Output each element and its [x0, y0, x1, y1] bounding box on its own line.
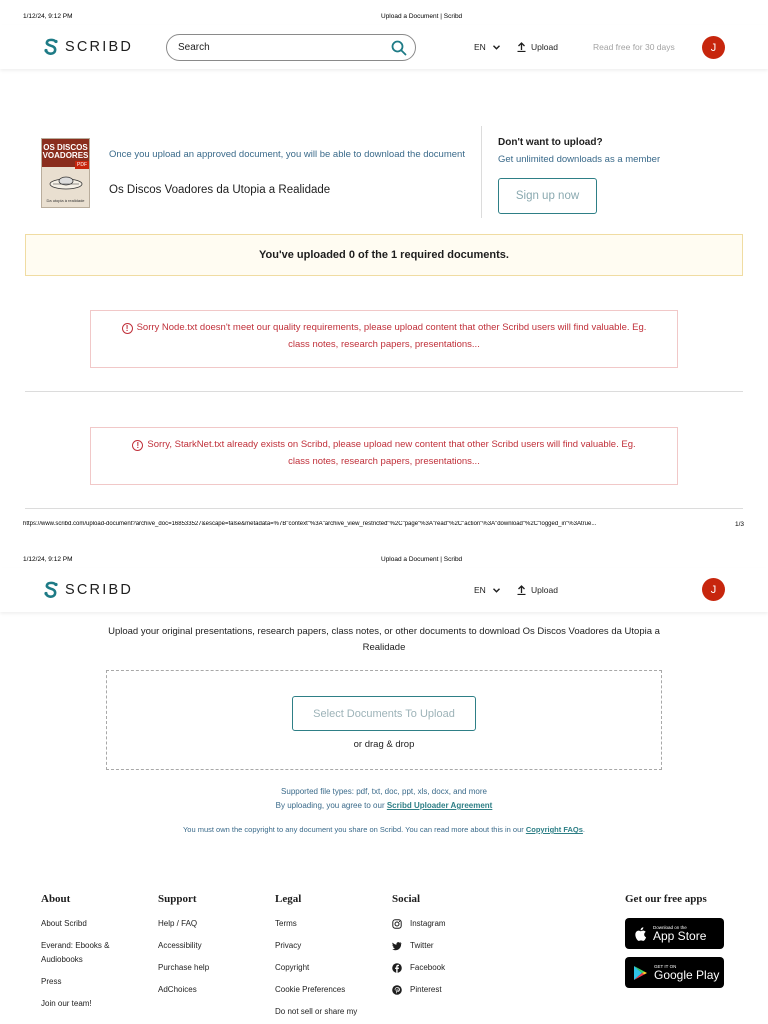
alert-icon: !: [122, 323, 133, 334]
footer-link-adchoices[interactable]: AdChoices: [158, 985, 197, 994]
search-icon[interactable]: [391, 40, 407, 56]
uploader-agreement-line: [100, 801, 668, 810]
twitter-icon: [392, 941, 402, 951]
footer-link-do-not-sell[interactable]: Do not sell or share my: [275, 1007, 358, 1016]
app-store-small-text: Download on the: [653, 924, 687, 930]
copyright-notice: [60, 825, 708, 834]
print-url: https://www.scribd.com/upload-document?archive_doc=168533527&escape=false&metadata=%7B"context"%3A"archive_view_restricted"%2C"page"%3A"read"%2C"action"%3A"download"%2C"logged_in"%3Atrue...: [23, 521, 597, 527]
error-text-2: Sorry, StarkNet.txt already exists on Scribd, please upload new content that other Scribd users will find valuable. Eg. class notes, research papers, presentations...: [147, 439, 636, 467]
footer-link-join-team[interactable]: Join our team!: [41, 999, 92, 1008]
read-free-link[interactable]: Read free for 30 days: [593, 42, 675, 52]
uploader-agreement-link[interactable]: Scribd Uploader Agreement: [386, 801, 493, 810]
google-play-small-text: GET IT ON: [654, 963, 677, 969]
user-avatar[interactable]: J: [702, 36, 725, 59]
promo-text: Get unlimited downloads as a member: [498, 154, 661, 165]
social-link-facebook[interactable]: [392, 961, 446, 974]
app-store-big-text: App Store: [653, 928, 707, 943]
footer-link-help[interactable]: Help / FAQ: [158, 919, 198, 928]
instagram-icon: [392, 919, 402, 929]
upload-label: Upload: [531, 585, 558, 595]
upload-icon: [517, 585, 526, 595]
document-cover: [41, 138, 90, 208]
top-header: [0, 25, 768, 69]
print-page-number: 1/3: [735, 521, 745, 528]
error-message-2: [90, 427, 678, 485]
copyright-suffix: .: [582, 825, 586, 834]
copyright-prefix: You must own the copyright to any document you share on Scribd. You can read more about this in our: [182, 825, 526, 834]
error-text-1: Sorry Node.txt doesn't meet our quality requirements, please upload content that other Scribd users will find valuable. Eg. class notes, research papers, presentations...: [136, 322, 647, 350]
language-label: EN: [474, 585, 486, 595]
user-avatar[interactable]: J: [702, 578, 725, 601]
pinterest-icon: [392, 985, 402, 995]
search-input[interactable]: [178, 42, 378, 53]
footer-support-heading: Support: [158, 893, 197, 905]
footer-link-about-scribd[interactable]: About Scribd: [41, 919, 87, 928]
vertical-divider: [481, 126, 482, 218]
language-selector[interactable]: [474, 585, 500, 595]
footer-legal: [275, 893, 385, 1024]
footer-link-privacy[interactable]: Privacy: [275, 941, 302, 950]
divider: [25, 508, 743, 509]
supported-file-types: Supported file types: pdf, txt, doc, ppt, xls, docx, and more: [281, 787, 487, 796]
logo-text: SCRIBD: [65, 39, 133, 55]
social-label: Pinterest: [410, 985, 442, 994]
promo-heading: Don't want to upload?: [498, 137, 603, 148]
agreement-prefix: By uploading, you agree to our: [275, 801, 387, 810]
footer-link-everand[interactable]: Everand: Ebooks & Audiobooks: [41, 941, 110, 964]
upload-link[interactable]: [517, 42, 558, 52]
language-selector[interactable]: [474, 42, 500, 52]
scribd-logo-icon: [43, 580, 59, 600]
chevron-down-icon: [493, 45, 500, 50]
social-label: Facebook: [410, 963, 446, 972]
flying-saucer-icon: [48, 172, 84, 192]
footer-about-heading: About: [41, 893, 71, 905]
footer-link-press[interactable]: Press: [41, 977, 62, 986]
top-header-repeat: [0, 568, 768, 612]
print-timestamp: 1/12/24, 9:12 PM: [23, 556, 73, 563]
footer-link-copyright[interactable]: Copyright: [275, 963, 310, 972]
divider: [25, 391, 743, 392]
footer-legal-heading: Legal: [275, 893, 302, 905]
print-page-title: Upload a Document | Scribd: [381, 13, 463, 20]
footer-link-terms[interactable]: Terms: [275, 919, 297, 928]
footer-apps: [625, 893, 707, 917]
search-bar[interactable]: [166, 34, 416, 61]
language-label: EN: [474, 42, 486, 52]
google-play-icon: [633, 965, 648, 981]
document-title[interactable]: Os Discos Voadores da Utopia a Realidade: [109, 184, 331, 196]
scribd-logo-icon: [43, 37, 59, 57]
sign-up-button[interactable]: Sign up now: [498, 178, 597, 214]
social-link-instagram[interactable]: [392, 917, 446, 930]
upload-intro: Upload your original presentations, research papers, class notes, or other documents to download Os Discos Voadores da Utopia a Realidade: [108, 626, 660, 653]
copyright-faqs-link[interactable]: Copyright FAQs: [525, 825, 583, 834]
drag-drop-label: or drag & drop: [353, 739, 415, 750]
social-link-twitter[interactable]: [392, 939, 446, 952]
apple-icon: [633, 926, 647, 942]
footer-link-accessibility[interactable]: Accessibility: [158, 941, 202, 950]
logo-text: SCRIBD: [65, 582, 133, 598]
footer-link-purchase-help[interactable]: Purchase help: [158, 963, 210, 972]
social-label: Instagram: [410, 919, 446, 928]
app-store-button[interactable]: [625, 918, 724, 949]
chevron-down-icon: [493, 588, 500, 593]
cover-title: OS DISCOS VOADORES: [42, 139, 89, 167]
upload-label: Upload: [531, 42, 558, 52]
footer-link-cookie-preferences[interactable]: Cookie Preferences: [275, 985, 346, 994]
social-link-pinterest[interactable]: [392, 983, 446, 996]
footer-apps-heading: Get our free apps: [625, 893, 707, 905]
footer-social-heading: Social: [392, 893, 421, 905]
scribd-logo[interactable]: [43, 580, 133, 600]
print-timestamp: 1/12/24, 9:12 PM: [23, 13, 73, 20]
error-message-1: [90, 310, 678, 368]
footer-about: [41, 893, 133, 1019]
pdf-badge: PDF: [77, 162, 87, 168]
footer-social: [392, 893, 446, 1005]
google-play-button[interactable]: [625, 957, 724, 988]
print-page-title: Upload a Document | Scribd: [381, 556, 463, 563]
download-note: Once you upload an approved document, you will be able to download the document: [109, 149, 465, 160]
footer-support: [158, 893, 250, 1005]
upload-icon: [517, 42, 526, 52]
scribd-logo[interactable]: [43, 37, 133, 57]
google-play-big-text: Google Play: [654, 967, 720, 982]
upload-progress-banner: You've uploaded 0 of the 1 required documents.: [25, 234, 743, 276]
social-label: Twitter: [410, 941, 434, 950]
select-documents-button[interactable]: Select Documents To Upload: [292, 696, 476, 731]
alert-icon: !: [132, 440, 143, 451]
cover-subtitle: Da utopia à realidade: [46, 198, 85, 203]
upload-link[interactable]: [517, 585, 558, 595]
facebook-icon: [392, 963, 402, 973]
